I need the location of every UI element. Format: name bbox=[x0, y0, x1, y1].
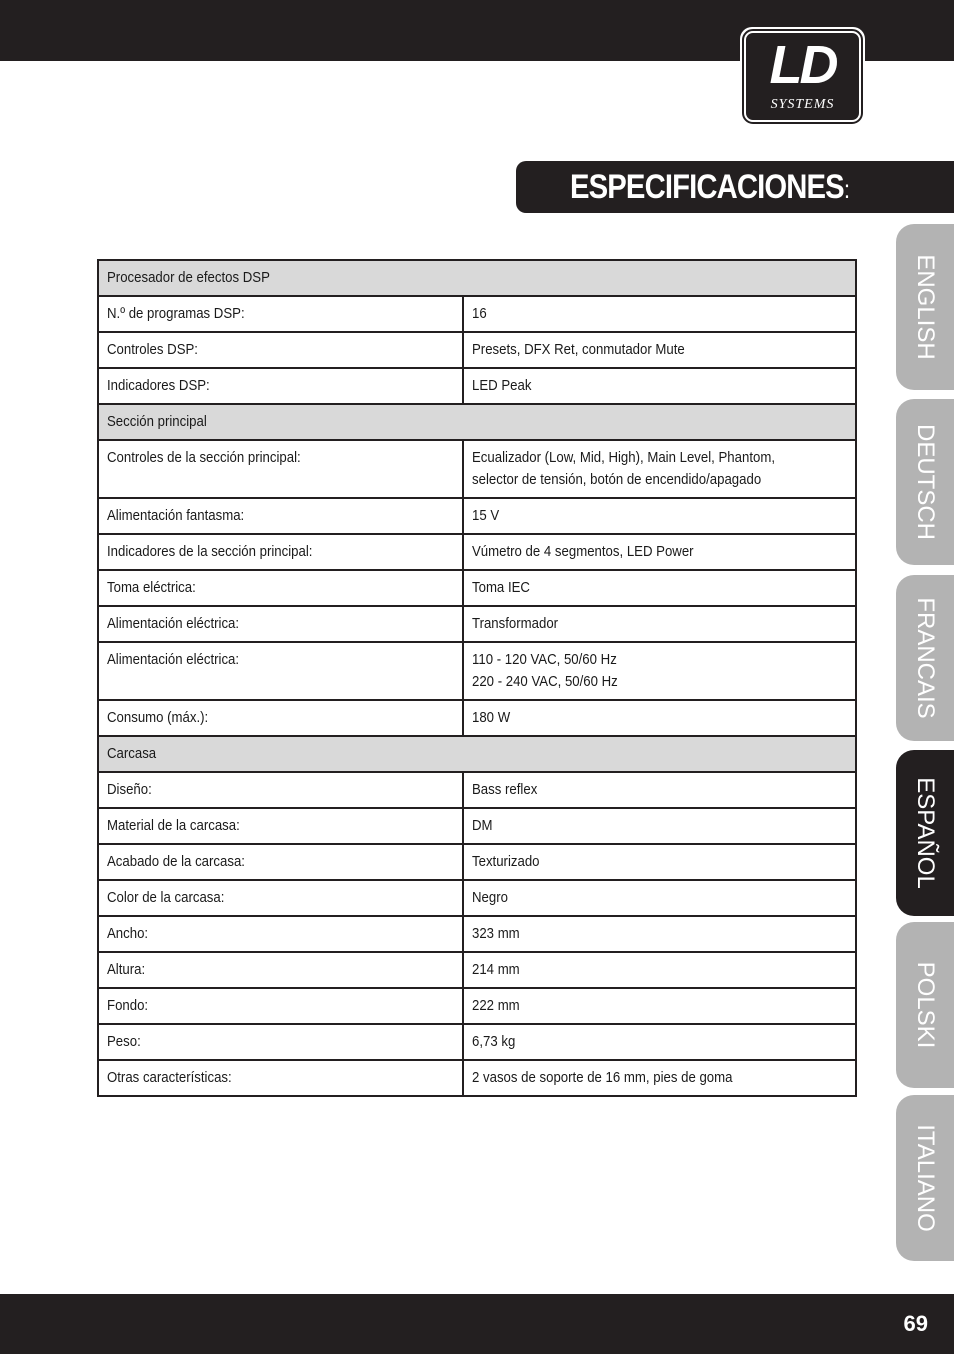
spec-value-cell bbox=[463, 880, 856, 916]
spec-label-cell bbox=[98, 844, 463, 880]
spec-value: 220 - 240 VAC, 50/60 Hz bbox=[472, 673, 618, 690]
spec-label: Diseño: bbox=[107, 781, 152, 798]
logo-badge bbox=[744, 31, 861, 122]
spec-label-cell bbox=[98, 368, 463, 404]
spec-label: N.º de programas DSP: bbox=[107, 305, 245, 322]
spec-label: Controles DSP: bbox=[107, 341, 198, 358]
spec-row bbox=[98, 570, 856, 606]
spec-section-cell bbox=[98, 260, 856, 296]
page-number: 69 bbox=[903, 1311, 928, 1336]
spec-value: Texturizado bbox=[472, 853, 540, 870]
spec-row bbox=[98, 332, 856, 368]
spec-value-cell bbox=[463, 296, 856, 332]
spec-row bbox=[98, 772, 856, 808]
spec-value-line bbox=[472, 815, 847, 837]
spec-value: 6,73 kg bbox=[472, 1033, 516, 1050]
spec-row bbox=[98, 534, 856, 570]
language-tab-1[interactable] bbox=[896, 399, 954, 565]
spec-label: Indicadores de la sección principal: bbox=[107, 543, 313, 560]
spec-label: Ancho: bbox=[107, 925, 149, 942]
spec-value: Transformador bbox=[472, 615, 559, 632]
logo-sub-text: SYSTEMS bbox=[770, 97, 835, 112]
language-tab-0[interactable] bbox=[896, 224, 954, 390]
spec-row bbox=[98, 700, 856, 736]
spec-label-cell bbox=[98, 1024, 463, 1060]
spec-value-line bbox=[472, 671, 847, 693]
spec-section-header bbox=[98, 260, 856, 296]
spec-value-line bbox=[472, 649, 847, 671]
section-title-bar bbox=[516, 161, 954, 213]
spec-value: DM bbox=[472, 817, 493, 834]
language-tab-3[interactable] bbox=[896, 750, 954, 916]
spec-value: Ecualizador (Low, Mid, High), Main Level, Phantom, bbox=[472, 449, 776, 466]
spec-label-cell bbox=[98, 570, 463, 606]
spec-row bbox=[98, 880, 856, 916]
spec-value-cell bbox=[463, 1060, 856, 1096]
spec-value-line bbox=[472, 1067, 847, 1089]
spec-label-cell bbox=[98, 332, 463, 368]
spec-label: Color de la carcasa: bbox=[107, 889, 225, 906]
language-tab-label: DEUTSCH bbox=[912, 423, 939, 541]
spec-section-label: Sección principal bbox=[107, 413, 207, 430]
logo-main-text: LD bbox=[769, 35, 836, 95]
spec-value: 15 V bbox=[472, 507, 500, 524]
language-tab-5[interactable] bbox=[896, 1095, 954, 1261]
spec-label: Alimentación eléctrica: bbox=[107, 615, 240, 632]
spec-label-cell bbox=[98, 808, 463, 844]
spec-value: 2 vasos de soporte de 16 mm, pies de goma bbox=[472, 1069, 733, 1086]
spec-value-line bbox=[472, 613, 847, 635]
spec-label-cell bbox=[98, 988, 463, 1024]
spec-value: 180 W bbox=[472, 709, 511, 726]
spec-value-line bbox=[472, 995, 847, 1017]
spec-row bbox=[98, 642, 856, 700]
spec-value-line bbox=[472, 887, 847, 909]
spec-label: Alimentación fantasma: bbox=[107, 507, 245, 524]
spec-section-label: Carcasa bbox=[107, 745, 157, 762]
spec-value-line bbox=[472, 577, 847, 599]
spec-row bbox=[98, 1060, 856, 1096]
spec-value-line bbox=[472, 541, 847, 563]
spec-label: Peso: bbox=[107, 1033, 141, 1050]
spec-row bbox=[98, 808, 856, 844]
spec-value-cell bbox=[463, 952, 856, 988]
spec-value: Negro bbox=[472, 889, 509, 906]
spec-value-cell bbox=[463, 498, 856, 534]
spec-label: Controles de la sección principal: bbox=[107, 449, 301, 466]
language-tab-4[interactable] bbox=[896, 922, 954, 1088]
spec-value-cell bbox=[463, 988, 856, 1024]
spec-label-cell bbox=[98, 700, 463, 736]
spec-value: 110 - 120 VAC, 50/60 Hz bbox=[472, 651, 618, 668]
spec-value-cell bbox=[463, 1024, 856, 1060]
language-tab-label: POLSKI bbox=[912, 961, 939, 1049]
spec-label-cell bbox=[98, 440, 463, 498]
spec-label: Otras características: bbox=[107, 1069, 232, 1086]
spec-label: Material de la carcasa: bbox=[107, 817, 240, 834]
spec-row bbox=[98, 498, 856, 534]
page-title-colon: : bbox=[843, 174, 850, 204]
spec-value-cell bbox=[463, 440, 856, 498]
specifications-table bbox=[97, 259, 857, 1097]
spec-section-cell bbox=[98, 404, 856, 440]
spec-label-cell bbox=[98, 952, 463, 988]
spec-row bbox=[98, 988, 856, 1024]
language-tab-label: ENGLISH bbox=[912, 254, 939, 360]
language-tab-label: ESPAÑOL bbox=[912, 777, 939, 889]
spec-label: Altura: bbox=[107, 961, 146, 978]
page-title bbox=[570, 161, 849, 215]
spec-value: 214 mm bbox=[472, 961, 520, 978]
spec-value-cell bbox=[463, 916, 856, 952]
spec-row bbox=[98, 952, 856, 988]
spec-value-cell bbox=[463, 534, 856, 570]
spec-value-line bbox=[472, 375, 847, 397]
spec-row bbox=[98, 844, 856, 880]
spec-value-line bbox=[472, 959, 847, 981]
spec-section-label: Procesador de efectos DSP bbox=[107, 269, 270, 286]
spec-value-cell bbox=[463, 606, 856, 642]
spec-value: LED Peak bbox=[472, 377, 532, 394]
spec-value-cell bbox=[463, 332, 856, 368]
spec-value-line bbox=[472, 447, 847, 469]
ld-systems-logo bbox=[740, 27, 865, 126]
spec-value-cell bbox=[463, 700, 856, 736]
spec-value-cell bbox=[463, 642, 856, 700]
specifications-table-body bbox=[98, 260, 856, 1096]
spec-value-line bbox=[472, 469, 847, 491]
spec-value-line bbox=[472, 339, 847, 361]
spec-label: Consumo (máx.): bbox=[107, 709, 209, 726]
spec-value: Toma IEC bbox=[472, 579, 531, 596]
spec-section-header bbox=[98, 404, 856, 440]
spec-label-cell bbox=[98, 1060, 463, 1096]
spec-value: Presets, DFX Ret, conmutador Mute bbox=[472, 341, 685, 358]
spec-label: Fondo: bbox=[107, 997, 149, 1014]
spec-value-line bbox=[472, 923, 847, 945]
spec-label-cell bbox=[98, 498, 463, 534]
spec-row bbox=[98, 916, 856, 952]
spec-value: Bass reflex bbox=[472, 781, 538, 798]
spec-value: 323 mm bbox=[472, 925, 520, 942]
spec-value-cell bbox=[463, 772, 856, 808]
spec-value-line bbox=[472, 505, 847, 527]
spec-label-cell bbox=[98, 642, 463, 700]
spec-value-cell bbox=[463, 844, 856, 880]
spec-row bbox=[98, 440, 856, 498]
spec-row bbox=[98, 368, 856, 404]
spec-label-cell bbox=[98, 534, 463, 570]
spec-row bbox=[98, 1024, 856, 1060]
spec-label: Indicadores DSP: bbox=[107, 377, 210, 394]
language-tab-label: ITALIANO bbox=[912, 1124, 939, 1232]
spec-value-line bbox=[472, 779, 847, 801]
spec-row bbox=[98, 606, 856, 642]
spec-value: 16 bbox=[472, 305, 487, 322]
page-title-text: ESPECIFICACIONES bbox=[570, 168, 844, 206]
spec-value-cell bbox=[463, 570, 856, 606]
spec-value-line bbox=[472, 303, 847, 325]
spec-value: selector de tensión, botón de encendido/apagado bbox=[472, 471, 762, 488]
spec-value-line bbox=[472, 1031, 847, 1053]
spec-label: Alimentación eléctrica: bbox=[107, 651, 240, 668]
spec-value: Vúmetro de 4 segmentos, LED Power bbox=[472, 543, 694, 560]
spec-value-line bbox=[472, 707, 847, 729]
spec-value-line bbox=[472, 851, 847, 873]
spec-row bbox=[98, 296, 856, 332]
spec-value-cell bbox=[463, 368, 856, 404]
language-tab-label: FRANCAIS bbox=[912, 597, 939, 719]
spec-label-cell bbox=[98, 296, 463, 332]
spec-value-cell bbox=[463, 808, 856, 844]
spec-section-cell bbox=[98, 736, 856, 772]
spec-label-cell bbox=[98, 606, 463, 642]
spec-label-cell bbox=[98, 880, 463, 916]
bottom-footer-bar bbox=[0, 1294, 954, 1354]
language-tab-2[interactable] bbox=[896, 575, 954, 741]
spec-value: 222 mm bbox=[472, 997, 520, 1014]
spec-label-cell bbox=[98, 916, 463, 952]
spec-label-cell bbox=[98, 772, 463, 808]
spec-label: Toma eléctrica: bbox=[107, 579, 196, 596]
spec-section-header bbox=[98, 736, 856, 772]
spec-label: Acabado de la carcasa: bbox=[107, 853, 245, 870]
